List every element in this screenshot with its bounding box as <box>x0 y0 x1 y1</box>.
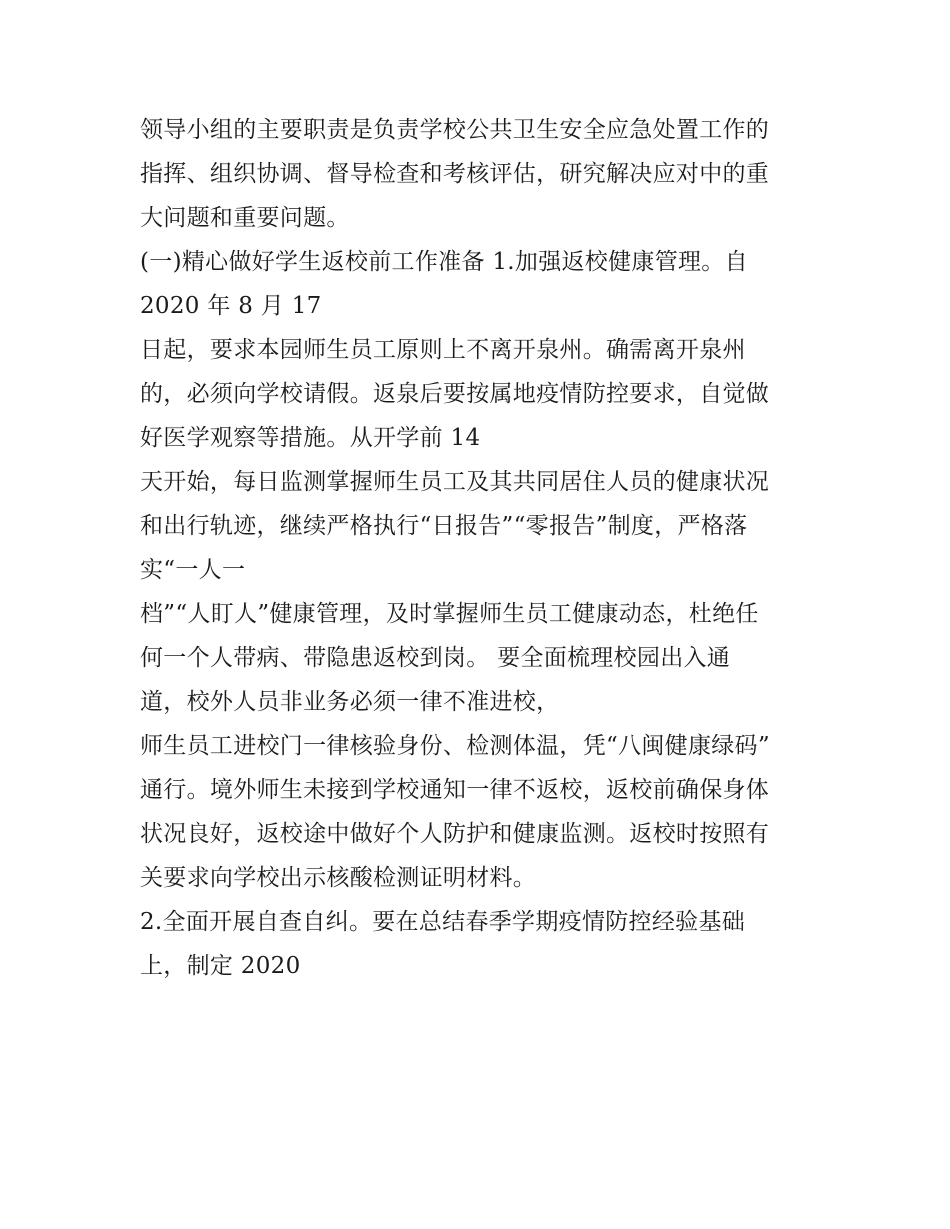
text-line: 2.全面开展自查自纠。要在总结春季学期疫情防控经验基础 <box>140 909 746 935</box>
text-line: 天开始，每日监测掌握师生员工及其共同居住人员的健康状况 <box>140 469 770 495</box>
text-line: 日起，要求本园师生员工原则上不离开泉州。确需离开泉州 <box>140 337 746 363</box>
document-body <box>140 108 830 988</box>
text-line: 道，校外人员非业务必须一律不准进校， <box>140 689 560 715</box>
text-line: 好医学观察等措施。从开学前 14 <box>140 425 481 451</box>
text-line: 指挥、组织协调、督导检查和考核评估，研究解决应对中的重 <box>140 161 770 187</box>
text-line: 领导小组的主要职责是负责学校公共卫生安全应急处置工作的 <box>140 117 770 143</box>
text-line: 状况良好，返校途中做好个人防护和健康监测。返校时按照有 <box>140 821 770 847</box>
text-line: 大问题和重要问题。 <box>140 205 350 231</box>
text-line: (一)精心做好学生返校前工作准备 1.加强返校健康管理。自 <box>140 249 748 275</box>
text-line: 的，必须向学校请假。返泉后要按属地疫情防控要求，自觉做 <box>140 381 770 407</box>
text-line: 通行。境外师生未接到学校通知一律不返校，返校前确保身体 <box>140 777 770 803</box>
text-line: 关要求向学校出示核酸检测证明材料。 <box>140 865 537 891</box>
text-line: 师生员工进校门一律核验身份、检测体温，凭“八闽健康绿码” <box>140 733 770 759</box>
text-line: 档”“人盯人”健康管理，及时掌握师生员工健康动态，杜绝任 <box>140 601 759 627</box>
text-line: 何一个人带病、带隐患返校到岗。 要全面梳理校园出入通 <box>140 645 731 671</box>
text-line: 实“一人一 <box>140 557 246 583</box>
text-line: 上，制定 2020 <box>140 953 301 979</box>
text-line: 和出行轨迹，继续严格执行“日报告”“零报告”制度，严格落 <box>140 513 748 539</box>
text-line: 2020 年 8 月 17 <box>140 293 322 319</box>
